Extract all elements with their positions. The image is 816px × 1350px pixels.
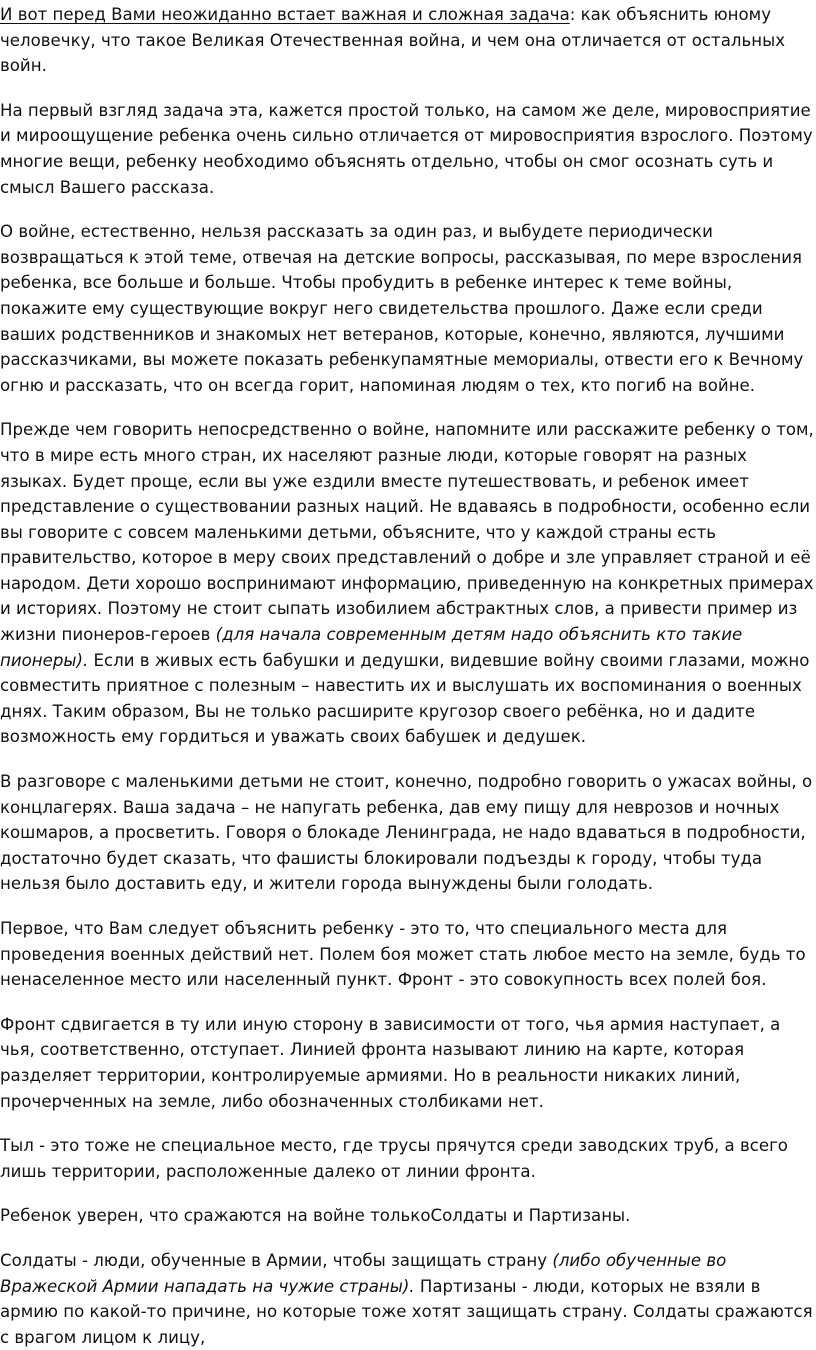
soldiers-text-before: Солдаты - люди, обученные в Армии, чтобы защищать страну (0, 1250, 553, 1270)
paragraph-rear: Тыл - это тоже не специальное место, где трусы прячутся среди заводских труб, а всего лишь территории, расположенные далеко от линии фронта. (0, 1136, 788, 1181)
intro-underlined-phrase: И вот перед Вами неожиданно встает важная и сложная задача (0, 5, 570, 24)
paragraph-small-children: В разговоре с маленькими детьми не стоит, конечно, подробно говорить о ужасах войны, о концлагерях. Ваша задача – не напугать ребенка, дав ему пищу для неврозов и ночных кошмаров, а просветить. Говоря о блокаде Ленинграда, не надо вдаваться в подробности, достаточно будет сказать, что фашисты блокировали подъезды к городу, чтобы туда нельзя было доставить еду, и жители города вынуждены были голодать. (0, 772, 813, 894)
paragraph-front-line: Фронт сдвигается в ту или иную сторону в зависимости от того, чья армия наступает, а чья, соответственно, отступает. Линией фронта называют линию на карте, которая разделяет территории, контролируемые армиями. Но в реальности никаких линий, прочерченных на земле, либо обозначенных столбиками нет. (0, 1014, 781, 1111)
soldiers-text-after: Партизаны - люди, которых не взяли в армию по какой-то причине, но которые тоже хотят защищать страну. Солдаты сражаются с врагом лицом к лицу, (0, 1276, 813, 1347)
paragraph-soldiers-partisans: Ребенок уверен, что сражаются на войне толькоСолдаты и Партизаны. (0, 1206, 631, 1226)
paragraph-soldiers-definition (0, 1248, 816, 1350)
paragraph-countries (0, 417, 816, 750)
countries-italic-note: (для начала современным детям надо объяснить кто такие пионеры). (0, 625, 743, 670)
paragraph-memorials: О войне, естественно, нельзя рассказать за один раз, и выбудете периодически возвращаться к этой теме, отвечая на детские вопросы, рассказывая, по мере взросления ребенка, все больше и больше. Чтобы пробудить в ребенке интерес к теме войны, покажите ему существующие вокруг него свидетельства прошлого. Даже если среди ваших родственников и знакомых нет ветеранов, которые, конечно, являются, лучшими рассказчиками, вы можете показать ребенкупамятные мемориалы, отвести его к Вечному огню и рассказать, что он всегда горит, напоминая людям о тех, кто погиб на войне. (0, 222, 804, 395)
paragraph-battlefield: Первое, что Вам следует объяснить ребенку - это то, что специального места для проведения военных действий нет. Полем боя может стать любое место на земле, будь то ненаселенное место или населенный пункт. Фронт - это совокупность всех полей боя. (0, 919, 806, 990)
paragraph-worldview: На первый взгляд задача эта, кажется простой только, на самом же деле, мировосприятие и мироощущение ребенка очень сильно отличается от мировосприятия взрослого. Поэтому многие вещи, ребенку необходимо объяснять отдельно, чтобы он смог осознать суть и смысл Вашего рассказа. (0, 100, 813, 197)
soldiers-italic-note: (либо обученные во Вражеской Армии нападать на чужие страны). (0, 1250, 727, 1296)
countries-text-after: Если в живых есть бабушки и дедушки, видевшие войну своими глазами, можно совместить приятное с полезным – навестить их и выслушать их воспоминания о военных днях. Таким образом, Вы не только расширите кругозор своего ребёнка, но и дадите возможность ему гордиться и уважать своих бабушек и дедушек. (0, 650, 810, 747)
countries-text-before: Прежде чем говорить непосредственно о войне, напомните или расскажите ребенку о том, что в мире есть много стран, их населяют разные люди, которые говорят на разных языках. Будет проще, если вы уже ездили вместе путешествовать, и ребенок имеет представление о существовании разных наций. Не вдаваясь в подробности, особенно если вы говорите с совсем маленькими детьми, объясните, что у каждой страны есть правительство, которое в меру своих представлений о добре и зле управляет страной и её народом. Дети хорошо воспринимают информацию, приведенную на конкретных примерах и историях. Поэтому не стоит сыпать изобилием абстрактных слов, а привести пример из жизни пионеров-героев (0, 420, 814, 645)
intro-text: : как объяснить юному человечку, что такое Великая Отечественная война, и чем она отличается от остальных войн. (0, 5, 786, 76)
paragraph-intro (0, 2, 816, 79)
